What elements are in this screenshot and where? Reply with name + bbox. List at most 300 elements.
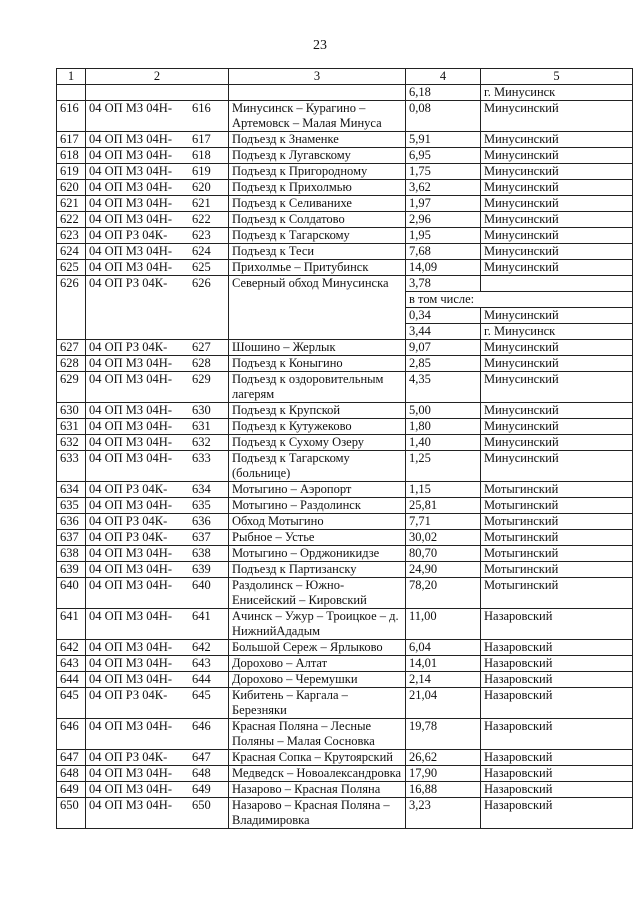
code-cell [86,798,229,829]
code-prefix: 04 ОП МЗ 04Н- [89,260,172,274]
table-row [57,340,633,356]
table-row [57,101,633,132]
length-cell: 1,80 [406,419,481,435]
district-cell [481,276,633,292]
column-header: 3 [229,69,406,85]
district-cell: Минусинский [481,435,633,451]
table-row [57,672,633,688]
table-row [57,750,633,766]
num-cell: 642 [57,640,86,656]
code-cell [86,498,229,514]
name-cell: Красная Сопка – Крутоярский [229,750,406,766]
code-prefix: 04 ОП МЗ 04Н- [89,798,172,812]
code-cell [86,212,229,228]
code-cell [86,782,229,798]
code-prefix: 04 ОП МЗ 04Н- [89,672,172,686]
code-number: 617 [192,132,211,146]
length-cell: 6,95 [406,148,481,164]
table-row [57,403,633,419]
name-cell: Подъезд к Коныгино [229,356,406,372]
table-row [57,212,633,228]
code-prefix: 04 ОП РЗ 04К- [89,228,168,242]
district-cell: Назаровский [481,688,633,719]
name-cell: Назарово – Красная Поляна – Владимировка [229,798,406,829]
table-row [57,498,633,514]
table-row [57,640,633,656]
num-cell: 644 [57,672,86,688]
code-prefix: 04 ОП МЗ 04Н- [89,148,172,162]
district-cell: Мотыгинский [481,498,633,514]
num-cell [57,85,86,101]
name-cell: Раздолинск – Южно-Енисейский – Кировский [229,578,406,609]
code-number: 639 [192,562,211,576]
name-cell: Шошино – Жерлык [229,340,406,356]
length-cell: 1,95 [406,228,481,244]
code-number: 650 [192,798,211,812]
code-number: 636 [192,514,211,528]
table-row [57,132,633,148]
length-cell: 25,81 [406,498,481,514]
district-cell: Минусинский [481,372,633,403]
num-cell: 632 [57,435,86,451]
table-row [57,276,633,292]
name-cell: Северный обход Минусинска [229,276,406,340]
code-number: 630 [192,403,211,417]
code-cell [86,656,229,672]
table-row [57,719,633,750]
name-cell: Назарово – Красная Поляна [229,782,406,798]
code-prefix: 04 ОП РЗ 04К- [89,514,168,528]
table-row [57,578,633,609]
length-cell: 5,91 [406,132,481,148]
code-prefix: 04 ОП МЗ 04Н- [89,546,172,560]
num-cell: 646 [57,719,86,750]
column-header: 5 [481,69,633,85]
name-cell: Рыбное – Устье [229,530,406,546]
code-prefix: 04 ОП МЗ 04Н- [89,578,172,592]
table-row [57,798,633,829]
code-number: 641 [192,609,211,623]
name-cell [229,85,406,101]
district-cell: Назаровский [481,782,633,798]
code-number: 621 [192,196,211,210]
length-cell: 1,40 [406,435,481,451]
table-row [57,766,633,782]
code-cell [86,101,229,132]
num-cell: 622 [57,212,86,228]
table-row [57,482,633,498]
table-row [57,148,633,164]
code-number: 618 [192,148,211,162]
code-prefix: 04 ОП МЗ 04Н- [89,451,172,465]
name-cell: Дорохово – Черемушки [229,672,406,688]
num-cell: 629 [57,372,86,403]
name-cell: Подъезд к Знаменке [229,132,406,148]
code-number: 625 [192,260,211,274]
length-cell: 16,88 [406,782,481,798]
code-cell [86,562,229,578]
district-cell: Минусинский [481,212,633,228]
num-cell: 619 [57,164,86,180]
num-cell: 620 [57,180,86,196]
roads-table [56,68,633,829]
length-cell: 78,20 [406,578,481,609]
length-cell: 6,04 [406,640,481,656]
name-cell: Кибитень – Каргала – Березняки [229,688,406,719]
code-prefix: 04 ОП МЗ 04Н- [89,498,172,512]
subtotal-label-cell: в том числе: [406,292,633,308]
code-number: 632 [192,435,211,449]
table-row [57,260,633,276]
length-cell: 14,09 [406,260,481,276]
header-row [57,69,633,85]
length-cell: 2,96 [406,212,481,228]
code-prefix: 04 ОП МЗ 04Н- [89,782,172,796]
district-cell: Минусинский [481,148,633,164]
code-cell [86,546,229,562]
district-cell: Минусинский [481,180,633,196]
table-row [57,562,633,578]
length-cell: 3,78 [406,276,481,292]
name-cell: Мотыгино – Аэропорт [229,482,406,498]
code-number: 643 [192,656,211,670]
code-prefix: 04 ОП РЗ 04К- [89,276,168,290]
code-prefix: 04 ОП МЗ 04Н- [89,766,172,780]
code-prefix: 04 ОП МЗ 04Н- [89,356,172,370]
code-cell [86,164,229,180]
length-cell: 24,90 [406,562,481,578]
table-row [57,196,633,212]
code-number: 616 [192,101,211,115]
column-header: 2 [86,69,229,85]
code-prefix: 04 ОП РЗ 04К- [89,340,168,354]
table-row [57,356,633,372]
name-cell: Подъезд к Теси [229,244,406,260]
name-cell: Подъезд к Крупской [229,403,406,419]
district-cell: Назаровский [481,719,633,750]
num-cell: 647 [57,750,86,766]
code-number: 624 [192,244,211,258]
district-cell: Минусинский [481,356,633,372]
length-cell: 3,62 [406,180,481,196]
code-number: 622 [192,212,211,226]
table-row [57,451,633,482]
district-cell: Назаровский [481,672,633,688]
code-prefix: 04 ОП МЗ 04Н- [89,372,172,386]
length-cell: 80,70 [406,546,481,562]
code-cell [86,244,229,260]
district-cell: Мотыгинский [481,482,633,498]
code-prefix: 04 ОП МЗ 04Н- [89,403,172,417]
district-cell: Мотыгинский [481,514,633,530]
name-cell: Мотыгино – Раздолинск [229,498,406,514]
code-cell [86,514,229,530]
num-cell: 624 [57,244,86,260]
num-cell: 631 [57,419,86,435]
name-cell: Обход Мотыгино [229,514,406,530]
table-row [57,435,633,451]
name-cell: Минусинск – Курагино – Артемовск – Малая Минуса [229,101,406,132]
name-cell: Подъезд к Пригородному [229,164,406,180]
code-prefix: 04 ОП МЗ 04Н- [89,640,172,654]
num-cell: 616 [57,101,86,132]
num-cell: 640 [57,578,86,609]
name-cell: Подъезд к Тагарскому [229,228,406,244]
num-cell: 650 [57,798,86,829]
district-cell: Мотыгинский [481,530,633,546]
table-row [57,164,633,180]
code-prefix: 04 ОП МЗ 04Н- [89,435,172,449]
code-prefix: 04 ОП РЗ 04К- [89,482,168,496]
district-cell: Минусинский [481,419,633,435]
code-cell [86,482,229,498]
length-cell: 1,97 [406,196,481,212]
code-cell [86,372,229,403]
table-row [57,244,633,260]
page-number: 23 [313,38,327,53]
code-cell [86,451,229,482]
district-cell: Назаровский [481,750,633,766]
code-prefix: 04 ОП МЗ 04Н- [89,164,172,178]
name-cell: Подъезд к оздоровительным лагерям [229,372,406,403]
table-row [57,85,633,101]
code-prefix: 04 ОП МЗ 04Н- [89,719,172,733]
district-cell: Минусинский [481,308,633,324]
code-cell [86,530,229,546]
code-cell [86,609,229,640]
code-prefix: 04 ОП РЗ 04К- [89,688,168,702]
num-cell: 618 [57,148,86,164]
code-cell [86,640,229,656]
name-cell: Подъезд к Партизанску [229,562,406,578]
num-cell: 645 [57,688,86,719]
code-number: 635 [192,498,211,512]
table-row [57,656,633,672]
num-cell: 627 [57,340,86,356]
num-cell: 639 [57,562,86,578]
district-cell: г. Минусинск [481,324,633,340]
code-number: 640 [192,578,211,592]
code-number: 629 [192,372,211,386]
table-row [57,514,633,530]
name-cell: Мотыгино – Орджоникидзе [229,546,406,562]
length-cell: 2,85 [406,356,481,372]
num-cell: 625 [57,260,86,276]
column-header: 1 [57,69,86,85]
name-cell: Красная Поляна – Лесные Поляны – Малая Сосновка [229,719,406,750]
district-cell: Мотыгинский [481,578,633,609]
num-cell: 635 [57,498,86,514]
num-cell: 617 [57,132,86,148]
table-body [57,85,633,829]
code-number: 627 [192,340,211,354]
code-prefix: 04 ОП МЗ 04Н- [89,196,172,210]
code-prefix: 04 ОП МЗ 04Н- [89,180,172,194]
code-cell [86,148,229,164]
num-cell: 649 [57,782,86,798]
code-number: 644 [192,672,211,686]
code-cell [86,403,229,419]
code-cell [86,132,229,148]
table-row [57,180,633,196]
code-prefix: 04 ОП МЗ 04Н- [89,562,172,576]
code-number: 634 [192,482,211,496]
length-cell: 0,08 [406,101,481,132]
name-cell: Дорохово – Алтат [229,656,406,672]
code-cell [86,419,229,435]
code-prefix: 04 ОП МЗ 04Н- [89,419,172,433]
table-row [57,419,633,435]
code-cell [86,180,229,196]
code-cell [86,85,229,101]
district-cell: Назаровский [481,609,633,640]
district-cell: Минусинский [481,164,633,180]
district-cell: Мотыгинский [481,546,633,562]
name-cell: Прихолмье – Притубинск [229,260,406,276]
table-row [57,530,633,546]
code-number: 645 [192,688,211,702]
code-cell [86,276,229,340]
code-number: 649 [192,782,211,796]
district-cell: Минусинский [481,228,633,244]
code-cell [86,435,229,451]
name-cell: Подъезд к Прихолмью [229,180,406,196]
code-number: 628 [192,356,211,370]
length-cell: 2,14 [406,672,481,688]
district-cell: Назаровский [481,766,633,782]
code-prefix: 04 ОП РЗ 04К- [89,530,168,544]
district-cell: Назаровский [481,798,633,829]
num-cell: 628 [57,356,86,372]
num-cell: 637 [57,530,86,546]
length-cell: 0,34 [406,308,481,324]
code-number: 647 [192,750,211,764]
table-row [57,609,633,640]
code-number: 648 [192,766,211,780]
code-number: 638 [192,546,211,560]
num-cell: 643 [57,656,86,672]
table-row [57,688,633,719]
code-prefix: 04 ОП МЗ 04Н- [89,656,172,670]
code-cell [86,356,229,372]
length-cell: 14,01 [406,656,481,672]
length-cell: 7,68 [406,244,481,260]
table-row [57,372,633,403]
table-row [57,228,633,244]
name-cell: Подъезд к Селиванихе [229,196,406,212]
district-cell: Минусинский [481,101,633,132]
district-cell: Минусинский [481,403,633,419]
num-cell: 626 [57,276,86,340]
district-cell: Минусинский [481,244,633,260]
district-cell: Мотыгинский [481,562,633,578]
name-cell: Подъезд к Сухому Озеру [229,435,406,451]
code-number: 626 [192,276,211,290]
num-cell: 630 [57,403,86,419]
code-number: 646 [192,719,211,733]
district-cell: Минусинский [481,196,633,212]
district-cell: Назаровский [481,656,633,672]
length-cell: 5,00 [406,403,481,419]
num-cell: 638 [57,546,86,562]
code-cell [86,578,229,609]
code-prefix: 04 ОП МЗ 04Н- [89,609,172,623]
district-cell: г. Минусинск [481,85,633,101]
code-cell [86,688,229,719]
code-cell [86,228,229,244]
code-cell [86,340,229,356]
num-cell: 633 [57,451,86,482]
district-cell: Назаровский [481,640,633,656]
code-cell [86,260,229,276]
column-header: 4 [406,69,481,85]
code-number: 620 [192,180,211,194]
length-cell: 26,62 [406,750,481,766]
length-cell: 3,23 [406,798,481,829]
code-prefix: 04 ОП МЗ 04Н- [89,132,172,146]
code-number: 642 [192,640,211,654]
code-prefix: 04 ОП МЗ 04Н- [89,212,172,226]
code-prefix: 04 ОП МЗ 04Н- [89,244,172,258]
length-cell: 30,02 [406,530,481,546]
length-cell: 21,04 [406,688,481,719]
code-number: 631 [192,419,211,433]
code-cell [86,750,229,766]
length-cell: 9,07 [406,340,481,356]
num-cell: 623 [57,228,86,244]
name-cell: Большой Сереж – Ярлыково [229,640,406,656]
code-number: 633 [192,451,211,465]
length-cell: 7,71 [406,514,481,530]
district-cell: Минусинский [481,132,633,148]
code-number: 637 [192,530,211,544]
code-number: 619 [192,164,211,178]
length-cell: 6,18 [406,85,481,101]
num-cell: 621 [57,196,86,212]
name-cell: Медведск – Новоалександровка [229,766,406,782]
num-cell: 641 [57,609,86,640]
length-cell: 1,15 [406,482,481,498]
code-cell [86,719,229,750]
district-cell: Минусинский [481,260,633,276]
length-cell: 19,78 [406,719,481,750]
name-cell: Ачинск – Ужур – Троицкое – д. НижнийАдадым [229,609,406,640]
name-cell: Подъезд к Кутужеково [229,419,406,435]
length-cell: 3,44 [406,324,481,340]
code-prefix: 04 ОП МЗ 04Н- [89,101,172,115]
table-row [57,782,633,798]
length-cell: 17,90 [406,766,481,782]
length-cell: 1,25 [406,451,481,482]
table-row [57,546,633,562]
num-cell: 634 [57,482,86,498]
num-cell: 636 [57,514,86,530]
name-cell: Подъезд к Лугавскому [229,148,406,164]
code-number: 623 [192,228,211,242]
code-cell [86,766,229,782]
name-cell: Подъезд к Тагарскому (больнице) [229,451,406,482]
district-cell: Минусинский [481,451,633,482]
length-cell: 4,35 [406,372,481,403]
length-cell: 11,00 [406,609,481,640]
district-cell: Минусинский [481,340,633,356]
num-cell: 648 [57,766,86,782]
code-cell [86,672,229,688]
code-cell [86,196,229,212]
code-prefix: 04 ОП РЗ 04К- [89,750,168,764]
name-cell: Подъезд к Солдатово [229,212,406,228]
length-cell: 1,75 [406,164,481,180]
